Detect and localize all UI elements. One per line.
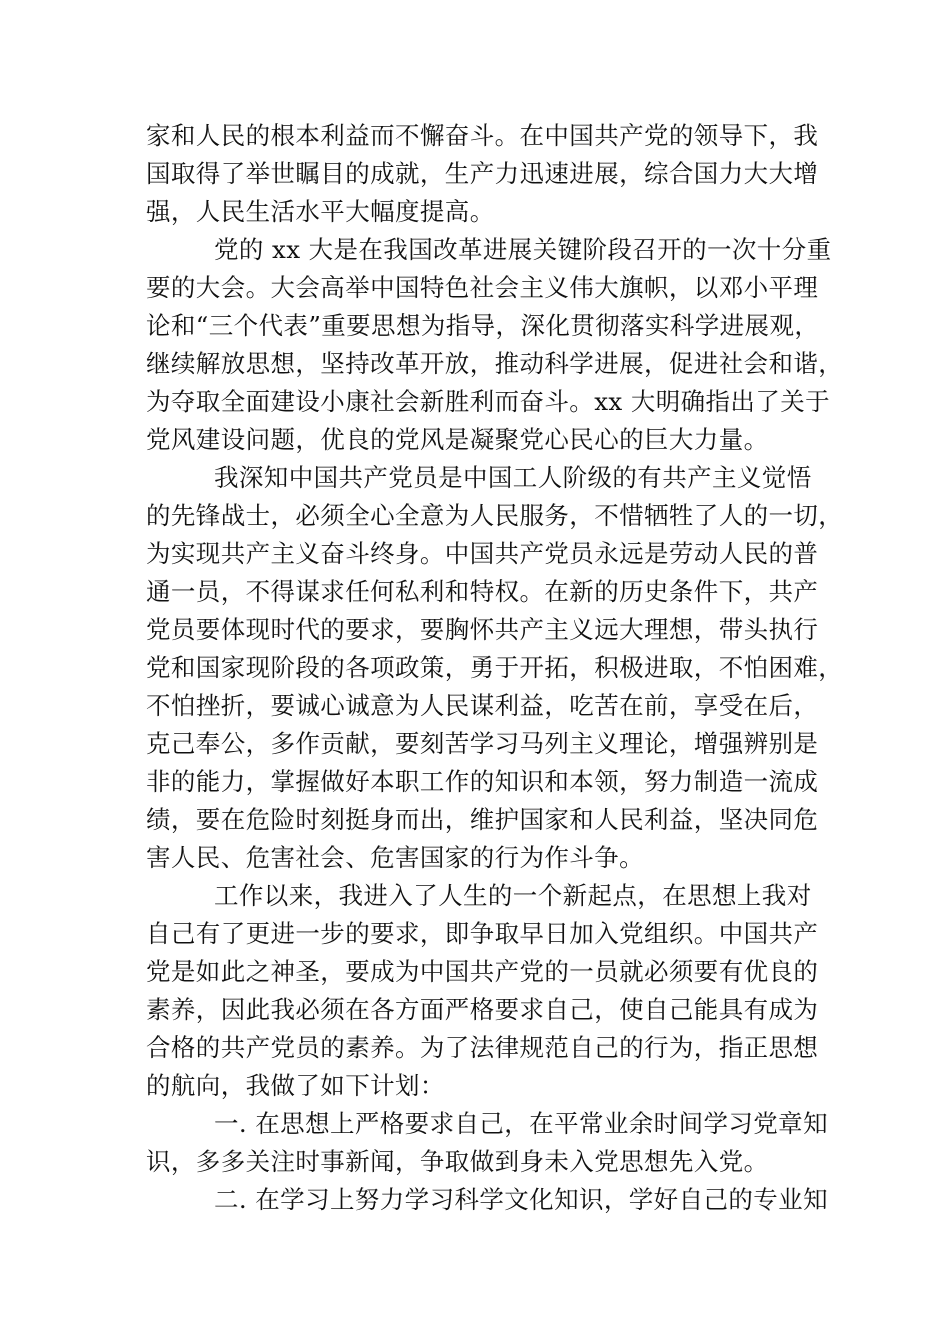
text-line: 害人民、危害社会、危害国家的行为作斗争。 [146, 843, 644, 872]
text-line: 通一员，不得谋求任何私利和特权。在新的历史条件下，共产 [146, 577, 819, 606]
text-line: 继续解放思想，坚持改革开放，推动科学进展，促进社会和谐， [146, 349, 844, 378]
text-line: 要的大会。大会高举中国特色社会主义伟大旗帜，以邓小平理 [146, 273, 819, 302]
text-line: 素养，因此我必须在各方面严格要求自己，使自己能具有成为 [146, 995, 819, 1024]
text-line: 绩，要在危险时刻挺身而出，维护国家和人民利益，坚决同危 [146, 805, 819, 834]
document-body [146, 117, 844, 1219]
paragraph-start-line: 党的 xx 大是在我国改革进展关键阶段召开的一次十分重 [214, 235, 832, 264]
text-line: 强，人民生活水平大幅度提高。 [146, 197, 495, 226]
paragraph-start-line: 我深知中国共产党员是中国工人阶级的有共产主义觉悟 [214, 463, 812, 492]
text-line: 合格的共产党员的素养。为了法律规范自己的行为，指正思想 [146, 1033, 819, 1062]
text-line: 自己有了更进一步的要求，即争取早日加入党组织。中国共产 [146, 919, 819, 948]
text-line: 论和“三个代表”重要思想为指导，深化贯彻落实科学进展观， [146, 311, 820, 340]
text-line: 党和国家现阶段的各项政策，勇于开拓，积极进取，不怕困难， [146, 653, 844, 682]
text-line: 非的能力，掌握做好本职工作的知识和本领，努力制造一流成 [146, 767, 819, 796]
text-line: 克己奉公，多作贡献，要刻苦学习马列主义理论，增强辨别是 [146, 729, 819, 758]
text-line: 国取得了举世瞩目的成就，生产力迅速进展，综合国力大大增 [146, 159, 819, 188]
text-line: 为夺取全面建设小康社会新胜利而奋斗。xx 大明确指出了关于 [146, 387, 831, 416]
text-line: 党是如此之神圣，要成为中国共产党的一员就必须要有优良的 [146, 957, 819, 986]
text-line: 党员要体现时代的要求，要胸怀共产主义远大理想，带头执行 [146, 615, 819, 644]
text-line: 不怕挫折，要诚心诚意为人民谋利益，吃苦在前，享受在后， [146, 691, 819, 720]
paragraph-start-line: 工作以来，我进入了人生的一个新起点，在思想上我对 [214, 881, 812, 910]
text-line: 党风建设问题，优良的党风是凝聚党心民心的巨大力量。 [146, 425, 769, 454]
text-line: 识，多多关注时事新闻，争取做到身未入党思想先入党。 [146, 1147, 769, 1176]
text-line: 为实现共产主义奋斗终身。中国共产党员永远是劳动人民的普 [146, 539, 819, 568]
text-line: 的先锋战士，必须全心全意为人民服务，不惜牺牲了人的一切， [146, 501, 844, 530]
list-item-line: 一. 在思想上严格要求自己，在平常业余时间学习党章知 [214, 1109, 828, 1138]
text-line: 的航向，我做了如下计划： [146, 1071, 445, 1100]
list-item-line: 二. 在学习上努力学习科学文化知识，学好自己的专业知 [214, 1185, 828, 1214]
text-line: 家和人民的根本利益而不懈奋斗。在中国共产党的领导下，我 [146, 121, 819, 150]
